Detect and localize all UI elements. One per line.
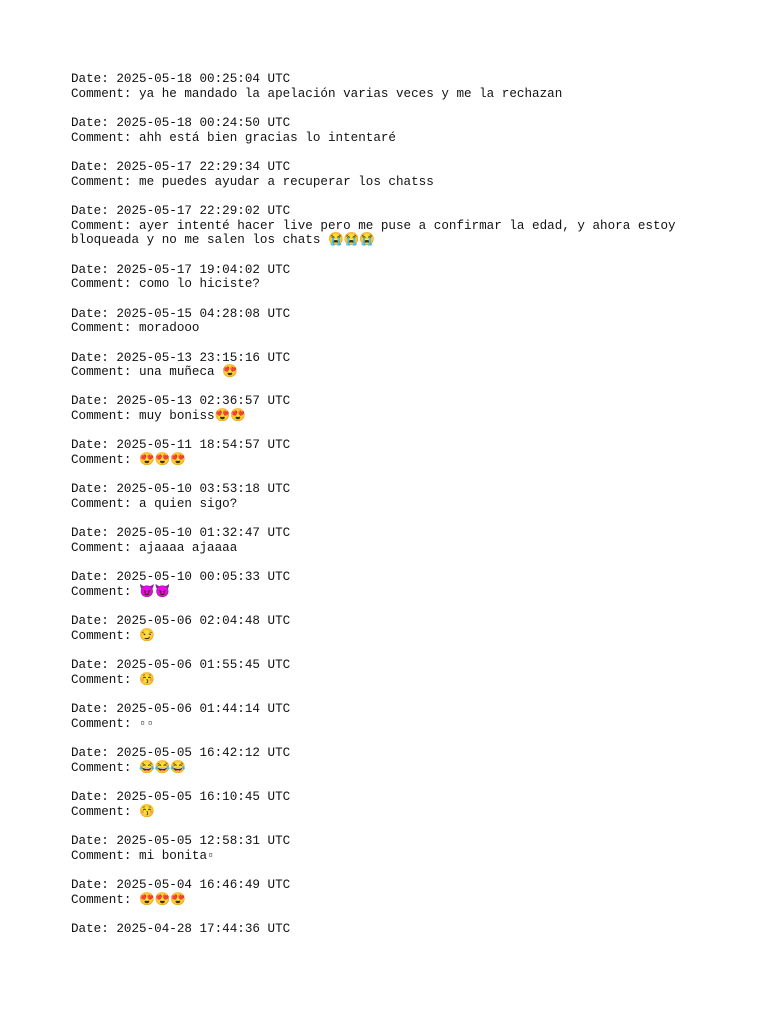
entry-comment-line [71, 453, 751, 468]
comment-entry [71, 570, 751, 599]
entry-date: 2025-05-13 23:15:16 UTC [116, 350, 291, 365]
comment-label: Comment: [71, 86, 140, 101]
entry-date-line [71, 72, 751, 87]
date-label: Date: [71, 482, 117, 497]
entry-comment: me puedes ayudar a recuperar los chatss [139, 174, 434, 189]
entry-date: 2025-05-13 02:36:57 UTC [116, 394, 291, 409]
entry-date: 2025-05-05 16:10:45 UTC [116, 790, 291, 805]
entry-comment-line [71, 497, 751, 512]
date-label: Date: [71, 570, 117, 585]
entry-date-line [71, 160, 751, 175]
date-label: Date: [71, 790, 117, 805]
entry-comment: 😍😍😍 [139, 453, 187, 468]
entry-date-line [71, 878, 751, 893]
comment-label: Comment: [71, 365, 140, 380]
comment-entry [71, 438, 751, 467]
entry-date-line [71, 307, 751, 322]
entry-comment-line [71, 277, 751, 292]
entry-comment: 😂😂😂 [139, 760, 187, 775]
date-label: Date: [71, 394, 117, 409]
entry-comment-line [71, 805, 751, 820]
date-label: Date: [71, 72, 117, 86]
entry-date-line [71, 746, 751, 761]
date-label: Date: [71, 306, 117, 321]
entry-date: 2025-05-18 00:25:04 UTC [116, 72, 291, 86]
entry-comment-line [71, 717, 751, 732]
comment-label: Comment: [71, 497, 140, 512]
entry-date-line [71, 482, 751, 497]
entry-comment: ya he mandado la apelación varias veces y me la rechazan [139, 86, 563, 101]
entry-date-line [71, 922, 751, 937]
date-label: Date: [71, 526, 117, 541]
entry-comment-line [71, 629, 751, 644]
entry-comment-line [71, 673, 751, 688]
comment-entry [71, 526, 751, 555]
entry-date: 2025-05-05 12:58:31 UTC [116, 834, 291, 849]
entry-date-line [71, 658, 751, 673]
entry-date: 2025-05-06 01:44:14 UTC [116, 702, 291, 717]
entry-date: 2025-05-10 00:05:33 UTC [116, 570, 291, 585]
comment-label: Comment: [71, 321, 140, 336]
entry-comment-line [71, 849, 751, 864]
entry-date: 2025-05-17 22:29:02 UTC [116, 203, 291, 218]
entry-date-line [71, 834, 751, 849]
comment-entry [71, 702, 751, 731]
entry-comment: 😚 [139, 672, 155, 687]
comment-entry [71, 116, 751, 145]
comment-entry [71, 351, 751, 380]
entry-comment: como lo hiciste? [139, 277, 260, 292]
entry-comment-line [71, 893, 751, 908]
date-label: Date: [71, 702, 117, 717]
date-label: Date: [71, 922, 117, 937]
comment-label: Comment: [71, 804, 140, 819]
entry-comment-line [71, 409, 751, 424]
comment-entry [71, 746, 751, 775]
entry-date-line [71, 351, 751, 366]
date-label: Date: [71, 746, 117, 761]
date-label: Date: [71, 115, 117, 130]
comment-entry [71, 878, 751, 907]
entry-comment-line [71, 175, 751, 190]
entry-date: 2025-05-15 04:28:08 UTC [116, 306, 291, 321]
entry-comment-line [71, 219, 751, 248]
date-label: Date: [71, 203, 117, 218]
comment-entry [71, 307, 751, 336]
entry-comment: 😏 [139, 629, 155, 643]
entry-date: 2025-04-28 17:44:36 UTC [116, 922, 291, 937]
comment-entry [71, 658, 751, 687]
comment-label: Comment: [71, 585, 140, 600]
comment-entry [71, 834, 751, 863]
entry-date-line [71, 526, 751, 541]
comment-label: Comment: [71, 218, 140, 233]
entry-date: 2025-05-06 01:55:45 UTC [116, 658, 291, 673]
entry-comment: 😈😈 [139, 585, 171, 600]
entry-comment: una muñeca 😍 [139, 365, 238, 380]
entry-comment: moradooo [139, 321, 200, 336]
comment-log [71, 72, 751, 952]
date-label: Date: [71, 614, 117, 629]
entry-comment-line [71, 365, 751, 380]
entry-date: 2025-05-05 16:42:12 UTC [116, 746, 291, 761]
entry-comment: 😚 [139, 804, 155, 819]
comment-entry [71, 614, 751, 643]
comment-label: Comment: [71, 892, 140, 907]
comment-label: Comment: [71, 409, 140, 424]
date-label: Date: [71, 350, 117, 365]
date-label: Date: [71, 438, 117, 453]
entry-comment: mi bonita▫ [139, 848, 215, 863]
comment-entry [71, 394, 751, 423]
comment-label: Comment: [71, 716, 140, 731]
comment-label: Comment: [71, 629, 140, 643]
entry-date-line [71, 263, 751, 278]
date-label: Date: [71, 159, 117, 174]
comment-label: Comment: [71, 277, 140, 292]
entry-date: 2025-05-17 19:04:02 UTC [116, 262, 291, 277]
entry-comment: 😍😍😍 [139, 892, 187, 907]
entry-date-line [71, 394, 751, 409]
date-label: Date: [71, 262, 117, 277]
entry-comment-line [71, 321, 751, 336]
entry-date-line [71, 790, 751, 805]
comment-entry [71, 482, 751, 511]
comment-label: Comment: [71, 453, 140, 468]
comment-entry [71, 72, 751, 101]
comment-label: Comment: [71, 760, 140, 775]
comment-label: Comment: [71, 848, 140, 863]
comment-entry [71, 160, 751, 189]
comment-entry [71, 922, 751, 937]
entry-comment: muy boniss😍😍 [139, 409, 246, 424]
entry-date-line [71, 438, 751, 453]
entry-comment: ajaaaa ajaaaa [139, 541, 238, 556]
entry-date-line [71, 116, 751, 131]
comment-label: Comment: [71, 541, 140, 556]
entry-comment-line [71, 585, 751, 600]
entry-date-line [71, 204, 751, 219]
entry-comment: ahh está bien gracias lo intentaré [139, 130, 396, 145]
entry-comment-line [71, 131, 751, 146]
comment-label: Comment: [71, 672, 140, 687]
date-label: Date: [71, 658, 117, 673]
entry-date-line [71, 614, 751, 629]
entry-date: 2025-05-10 01:32:47 UTC [116, 526, 291, 541]
comment-label: Comment: [71, 130, 140, 145]
entry-comment-line [71, 761, 751, 776]
entry-comment-line [71, 541, 751, 556]
entry-date-line [71, 702, 751, 717]
entry-date: 2025-05-06 02:04:48 UTC [116, 614, 291, 629]
entry-comment-line [71, 87, 751, 102]
entry-date: 2025-05-04 16:46:49 UTC [116, 878, 291, 893]
entry-date: 2025-05-17 22:29:34 UTC [116, 159, 291, 174]
entry-date: 2025-05-18 00:24:50 UTC [116, 115, 291, 130]
entry-date-line [71, 570, 751, 585]
entry-date: 2025-05-11 18:54:57 UTC [116, 438, 291, 453]
comment-label: Comment: [71, 174, 140, 189]
date-label: Date: [71, 834, 117, 849]
date-label: Date: [71, 878, 117, 893]
entry-date: 2025-05-10 03:53:18 UTC [116, 482, 291, 497]
entry-comment: ▫▫ [139, 716, 155, 731]
comment-entry [71, 263, 751, 292]
comment-entry [71, 204, 751, 248]
entry-comment: a quien sigo? [139, 497, 238, 512]
entry-comment: ayer intenté hacer live pero me puse a confirmar la edad, y ahora estoy bloqueada y no me salen los chats 😭😭😭 [71, 218, 684, 248]
comment-entry [71, 790, 751, 819]
